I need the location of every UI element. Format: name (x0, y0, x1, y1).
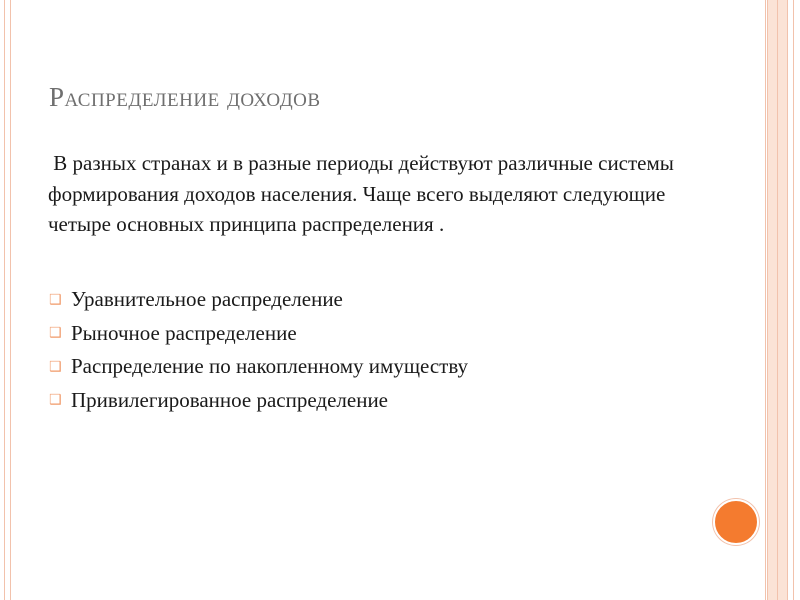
hollow-square-bullet-icon: ❑ (49, 325, 62, 342)
bullet-item (49, 350, 468, 384)
bullet-item (49, 384, 468, 418)
slide-title: Распределение доходов (49, 82, 321, 112)
decorative-orange-circle (713, 499, 759, 545)
intro-paragraph: В разных странах и в разные периоды действуют различные системы формирования доходов населения. Чаще всего выделяют следующие четыре основных принципа распределения . (48, 151, 680, 236)
bullet-text: Рыночное распределение (71, 320, 297, 345)
hollow-square-bullet-icon: ❑ (49, 291, 62, 308)
bullet-list (49, 283, 468, 417)
hollow-square-bullet-icon: ❑ (49, 392, 62, 409)
bullet-item (49, 317, 468, 351)
decorative-right-band (767, 0, 788, 600)
bullet-text: Распределение по накопленному имуществу (71, 354, 469, 379)
bullet-item (49, 283, 468, 317)
bullet-text: Уравнительное распределение (71, 287, 343, 312)
hollow-square-bullet-icon: ❑ (49, 358, 62, 375)
bullet-text: Привилегированное распределение (71, 387, 388, 412)
